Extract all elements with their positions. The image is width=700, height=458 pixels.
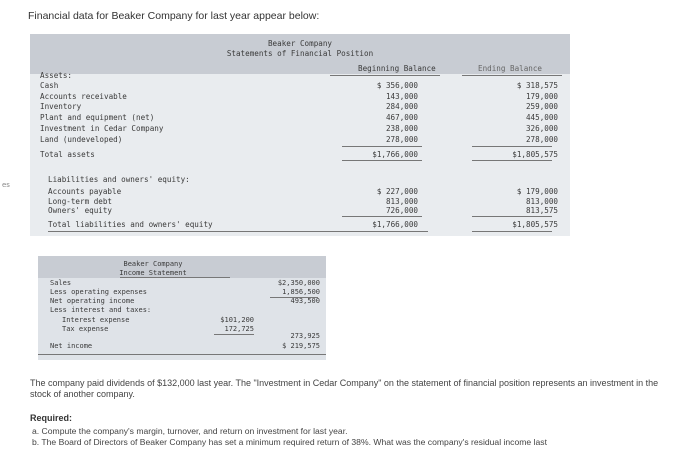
asset-row-begin-value: 467,000	[385, 113, 418, 123]
sidebar-mark: es	[2, 181, 10, 189]
is-net-op-label: Net operating income	[50, 297, 135, 305]
liabilities-heading: Liabilities and owners' equity:	[48, 175, 190, 184]
liab-begin-underline	[342, 216, 422, 217]
asset-row-begin-value: $ 356,000	[376, 81, 418, 90]
asset-row-begin-value: 284,000	[385, 102, 418, 112]
liability-row-label: Owners' equity	[48, 206, 113, 215]
is-tax-rule	[214, 334, 254, 335]
is-net-income-label: Net income	[50, 342, 93, 350]
asset-row-end-value: 326,000	[525, 123, 558, 133]
bs-title: Statements of Financial Position	[226, 49, 374, 58]
total-liab-label: Total liabilities and owners' equity	[48, 220, 213, 229]
total-assets-begin-double-rule	[342, 160, 422, 161]
dividends-note: The company paid dividends of $132,000 last year. The "Investment in Cedar Company" on the statement of financial position represents an investment in the stock of another company.	[30, 378, 659, 399]
is-interest-label: Interest expense	[62, 316, 130, 324]
assets-heading: Assets:	[40, 71, 73, 80]
is-sales-label: Sales	[50, 279, 72, 287]
asset-row-end-value: 179,000	[525, 91, 558, 101]
asset-row-begin-value: 278,000	[385, 134, 418, 144]
is-title-rule	[120, 277, 230, 278]
is-opex-value: 1,856,500	[282, 288, 320, 296]
asset-row-begin-value: 238,000	[385, 123, 418, 133]
bs-col-end-rule	[462, 75, 562, 76]
is-interest-value: $101,200	[220, 316, 254, 324]
total-liab-end: $1,805,575	[512, 220, 558, 229]
bs-col-begin: Beginning Balance	[358, 64, 436, 73]
asset-row-label: Accounts receivable	[40, 91, 127, 101]
asset-row-label: Plant and equipment (net)	[40, 113, 155, 123]
required-item-a: a. Compute the company's margin, turnover, and return on investment for last year.	[32, 426, 348, 436]
is-company: Beaker Company	[123, 260, 183, 268]
liability-row-begin-value: 726,000	[385, 206, 418, 215]
asset-row-end-value: 259,000	[525, 102, 558, 112]
liability-row-label: Accounts payable	[48, 187, 122, 196]
total-assets-label: Total assets	[40, 150, 95, 159]
liab-end-underline	[472, 216, 552, 217]
asset-row-label: Cash	[40, 81, 59, 90]
liability-row-label: Long-term debt	[48, 196, 113, 206]
is-tax-label: Tax expense	[62, 325, 109, 333]
asset-row-begin-value: 143,000	[385, 91, 418, 101]
is-tax-value: 172,725	[224, 325, 254, 333]
total-assets-begin: $1,766,000	[372, 150, 418, 159]
is-sales-value: $2,350,000	[277, 279, 320, 287]
liability-row-begin-value: 813,000	[385, 196, 418, 206]
required-item-b: b. The Board of Directors of Beaker Company has set a minimum required return of 38%. What was the company's residual income last	[32, 437, 547, 447]
asset-row-end-value: 278,000	[525, 134, 558, 144]
total-liab-end-rule	[472, 231, 552, 232]
asset-row-end-value: $ 318,575	[516, 81, 558, 90]
is-less-int-tax: Less interest and taxes:	[50, 306, 152, 314]
assets-end-underline	[472, 146, 552, 147]
liability-row-end-value: $ 179,000	[516, 187, 558, 196]
asset-row-label: Land (undeveloped)	[40, 134, 123, 144]
total-liab-begin: $1,766,000	[372, 220, 418, 229]
asset-row-end-value: 445,000	[525, 113, 558, 123]
balance-sheet-panel	[30, 34, 570, 236]
bs-col-end: Ending Balance	[478, 64, 543, 73]
is-net-income-value: $ 219,575	[282, 342, 320, 350]
asset-row-label: Investment in Cedar Company	[40, 123, 164, 133]
liability-row-end-value: 813,575	[525, 206, 558, 215]
assets-begin-underline	[342, 146, 422, 147]
total-liab-rule	[48, 231, 428, 232]
required-heading: Required:	[30, 413, 73, 423]
total-assets-end-double-rule	[472, 160, 552, 161]
liability-row-end-value: 813,000	[525, 196, 558, 206]
income-statement-panel	[38, 256, 326, 360]
intro-text: Financial data for Beaker Company for last year appear below:	[28, 10, 320, 22]
asset-row-label: Inventory	[40, 102, 82, 112]
is-bottom-rule	[38, 354, 326, 355]
is-title: Income Statement	[119, 269, 187, 277]
total-assets-end: $1,805,575	[512, 150, 558, 159]
liability-row-begin-value: $ 227,000	[376, 187, 418, 196]
bs-company: Beaker Company	[267, 39, 332, 48]
is-int-tax-total: 273,925	[290, 332, 320, 340]
bs-col-begin-rule	[330, 75, 440, 76]
is-net-op-value: 493,500	[290, 297, 320, 305]
is-opex-label: Less operating expenses	[50, 288, 147, 296]
